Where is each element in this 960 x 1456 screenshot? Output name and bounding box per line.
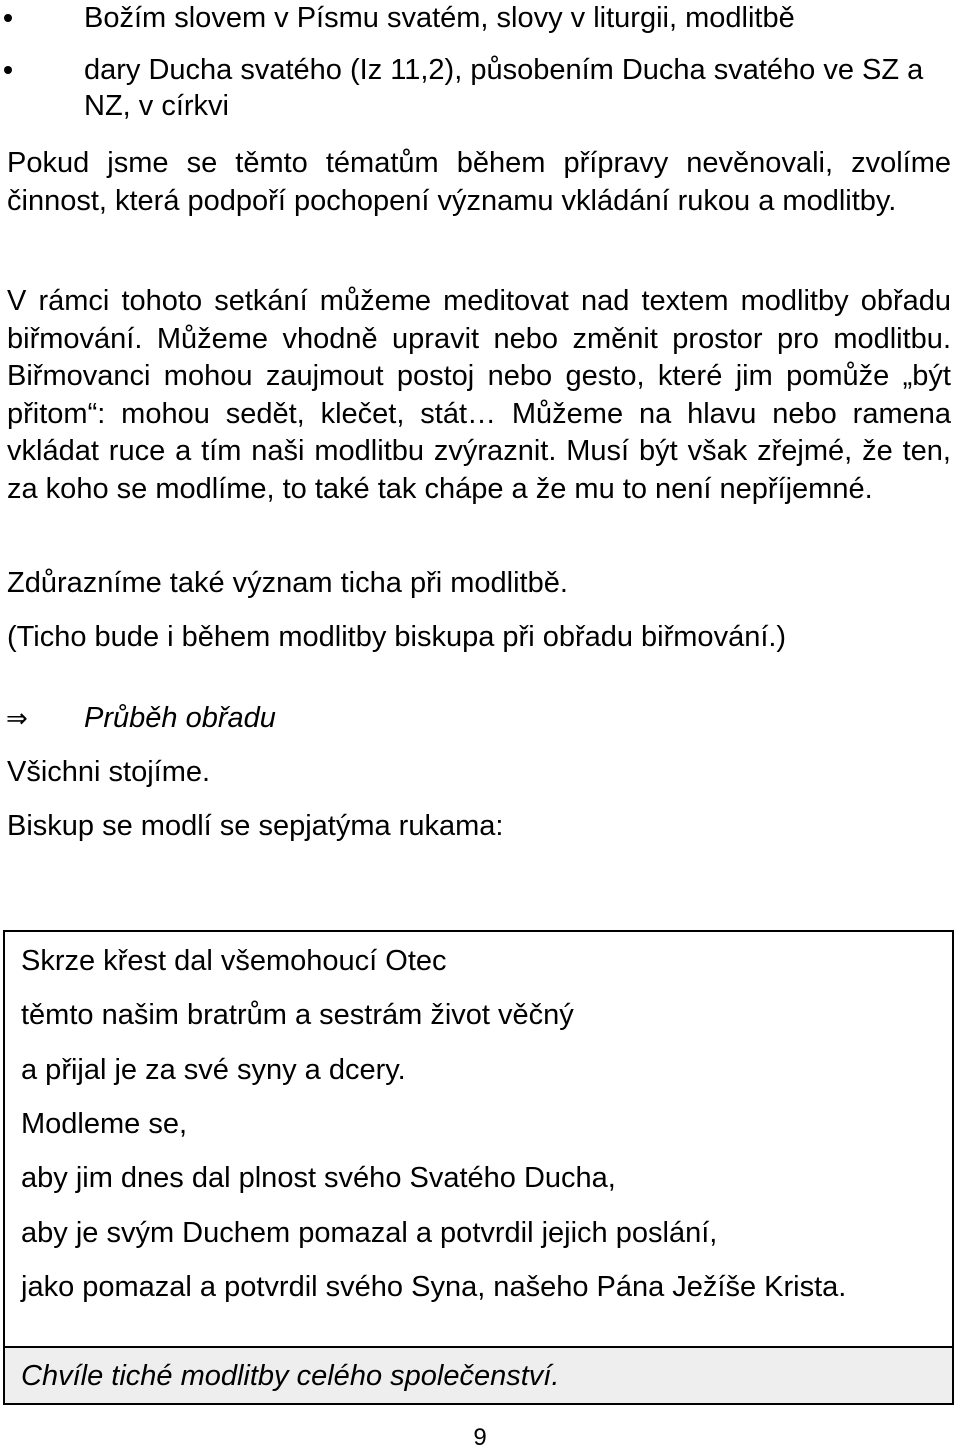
bullet-dot-icon bbox=[4, 66, 12, 74]
prayer-footer-text: Chvíle tiché modlitby celého společenství. bbox=[21, 1360, 560, 1392]
bullet-text: dary Ducha svatého (Iz 11,2), působením Ducha svatého ve SZ a NZ, v církvi bbox=[84, 54, 924, 122]
prayer-line: a přijal je za své syny a dcery. bbox=[21, 1054, 406, 1086]
instruction-stand: Všichni stojíme. bbox=[7, 756, 211, 788]
section-heading-text: Průběh obřadu bbox=[84, 702, 276, 734]
prayer-line: těmto našim bratrům a sestrám život věčný bbox=[21, 999, 574, 1031]
section-heading bbox=[0, 700, 600, 736]
prayer-line: Modleme se, bbox=[21, 1108, 188, 1140]
instruction-bishop: Biskup se modlí se sepjatýma rukama: bbox=[7, 810, 504, 842]
paragraph-preparation: Pokud jsme se těmto tématům během přípravy nevěnovali, zvolíme činnost, která podpoří pochopení významu vkládání rukou a modlitby. bbox=[7, 147, 951, 217]
paragraph-silence: Zdůrazníme také význam ticha při modlitbě. bbox=[7, 567, 568, 599]
prayer-line: Skrze křest dal všemohoucí Otec bbox=[21, 945, 447, 977]
bullet-text: Božím slovem v Písmu svatém, slovy v liturgii, modlitbě bbox=[84, 2, 795, 34]
prayer-line: aby jim dnes dal plnost svého Svatého Ducha, bbox=[21, 1162, 616, 1194]
page-number: 9 bbox=[473, 1424, 487, 1451]
paragraph-meditation: V rámci tohoto setkání můžeme meditovat nad textem modlitby obřadu biřmování. Můžeme vhodně upravit nebo změnit prostor pro modlitbu. Biřmovanci mohou zaujmout postoj nebo gesto, které jim pomůže „být přitom“: mohou sedět, klečet, stát… Můžeme na hlavu nebo ramena vkládat ruce a tím naši modlitbu zvýraznit. Musí být však zřejmé, že ten, za koho se modlíme, to také tak chápe a že mu to není nepříjemné. bbox=[7, 285, 951, 505]
paragraph-silence-note: (Ticho bude i během modlitby biskupa při obřadu biřmování.) bbox=[7, 621, 787, 653]
double-arrow-right-icon: ⇒ bbox=[6, 703, 28, 733]
prayer-line: aby je svým Duchem pomazal a potvrdil jejich poslání, bbox=[21, 1217, 718, 1249]
prayer-line: jako pomazal a potvrdil svého Syna, našeho Pána Ježíše Krista. bbox=[21, 1271, 847, 1303]
bullet-dot-icon bbox=[4, 14, 12, 22]
prayer-box-footer bbox=[5, 1346, 952, 1403]
prayer-box bbox=[3, 930, 954, 1405]
